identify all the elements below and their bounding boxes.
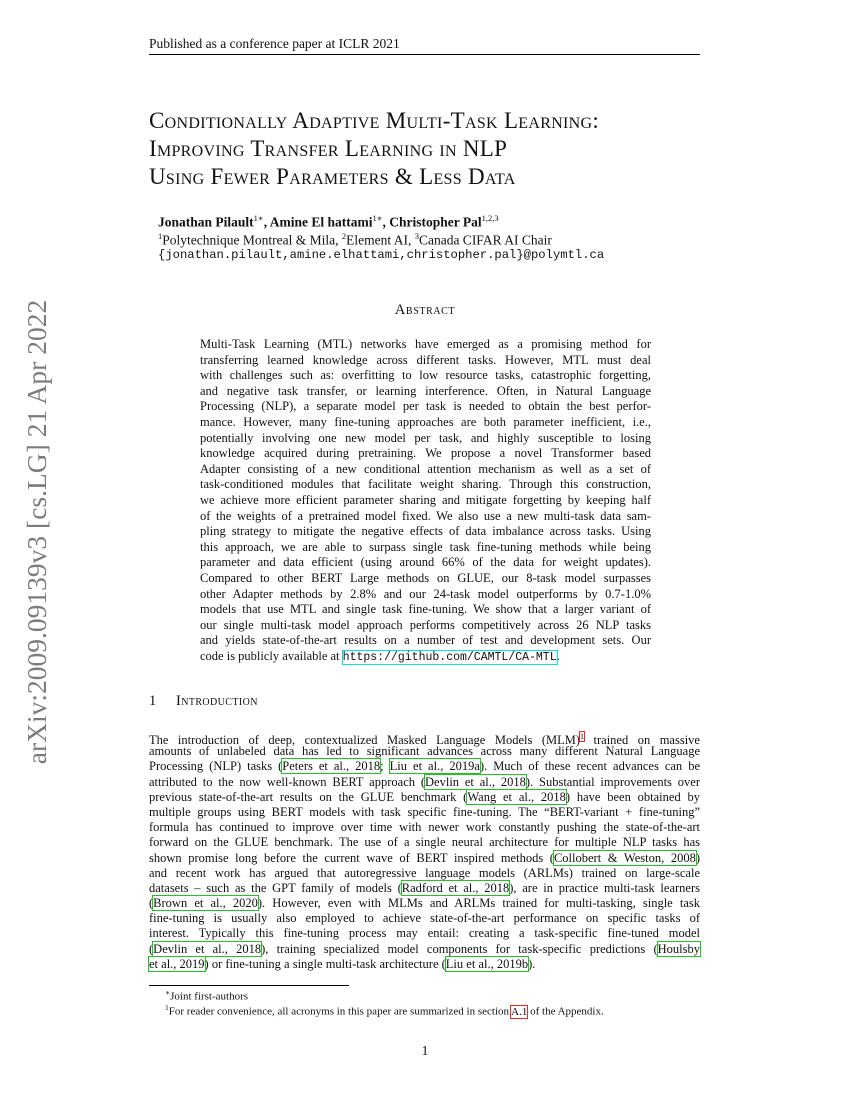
introduction-body	[149, 729, 700, 972]
abstract-line	[200, 649, 651, 665]
intro-text: ). However, even with MLMs and ARLMs trained for multi-tasking, single task	[257, 896, 700, 911]
affil-text: Polytechnique Montreal & Mila,	[162, 232, 342, 248]
section-title: Introduction	[176, 693, 258, 709]
footnote-text: Joint first-authors	[170, 990, 249, 1003]
paper-title-line-3: Using Fewer Parameters & Less Data	[149, 164, 516, 189]
abstract-text: .	[556, 648, 560, 663]
intro-line	[149, 957, 700, 972]
intro-line	[149, 729, 700, 748]
abstract-heading: Abstract	[394, 302, 456, 318]
arxiv-identifier: arXiv:2009.09139v3 [cs.LG] 21 Apr 2022	[21, 299, 52, 765]
intro-text: ) have been obtained by	[565, 789, 700, 804]
header-rule	[149, 54, 700, 55]
abstract-line: models that use MTL and single task fine-tuning. We show that a larger variant of	[200, 602, 651, 617]
paper-title-line-1: Conditionally Adaptive Multi-Task Learning:	[149, 108, 600, 133]
intro-text: )	[695, 850, 700, 865]
abstract-line: Adapter consisting of a new conditional attention mechanism as well as a set of	[200, 461, 651, 476]
intro-text: ). Much of these recent advances can be	[479, 759, 700, 774]
abstract-line: and yields state-of-the-art results on a number of test and development sets. Our	[200, 633, 651, 648]
author-affil-mark: 1∗	[372, 213, 383, 223]
intro-line: fine-tuning is usually also employed to achieve state-of-the-art performance on specific tasks of	[149, 911, 700, 926]
author-affil-mark: 1∗	[253, 213, 264, 223]
author-affil-mark: 1,2,3	[481, 213, 499, 223]
intro-text: datasets – such as the GPT family of models (	[149, 880, 402, 895]
abstract-line: parameter and data efficient (using around 66% of the data for weight updates).	[200, 555, 651, 570]
citation-link[interactable]: Brown et al., 2020	[153, 896, 258, 911]
intro-line	[149, 881, 700, 896]
paper-title-line-2: Improving Transfer Learning in NLP	[149, 136, 508, 161]
intro-line	[149, 759, 700, 774]
author-emails: {jonathan.pilault,amine.elhattami,christopher.pal}@polymtl.ca	[158, 248, 605, 262]
citation-link[interactable]: Peters et al., 2018	[282, 759, 381, 774]
footnote-mark: 1	[165, 1003, 169, 1012]
abstract-line: transferring learned knowledge across different tasks. However, MTL must deal	[200, 352, 651, 367]
intro-text: ), training specialized model components for task-specific predictions (	[261, 941, 658, 956]
section-number: 1	[149, 693, 157, 709]
intro-line: interest. Typically this fine-tuning process may entail: creating a task-specific fine-tuned model	[149, 926, 700, 941]
affil-text: Canada CIFAR AI Chair	[418, 232, 552, 248]
abstract-line: Processing (NLP), a separate model per task is needed to obtain the best perfor-	[200, 399, 651, 414]
citation-link[interactable]: Liu et al., 2019a	[389, 759, 480, 774]
intro-text: ;	[380, 759, 390, 774]
abstract-line: Multi-Task Learning (MTL) networks have emerged as a promising method for	[200, 337, 651, 351]
page-number: 1	[421, 1043, 429, 1058]
author-name: Christopher Pal	[389, 214, 482, 230]
intro-text: The introduction of deep, contextualized Masked Language Models (MLM)	[149, 733, 581, 748]
author-separator: ,	[263, 214, 270, 230]
intro-text: ), are in practice multi-task learners	[509, 880, 700, 895]
author-name: Amine El hattami	[269, 214, 373, 230]
intro-line	[149, 775, 700, 790]
citation-link[interactable]: Radford et al., 2018	[401, 880, 510, 895]
intro-text: ) or fine-tuning a single multi-task architecture (	[204, 956, 446, 971]
intro-text: shown promise long before the current wave of BERT inspired methods (	[149, 850, 554, 865]
footnote-mark: ∗	[165, 988, 171, 997]
intro-line	[149, 790, 700, 805]
intro-text: Processing (NLP) tasks (	[149, 759, 283, 774]
intro-text: trained on massive	[584, 733, 700, 748]
abstract-line: mance. However, many fine-tuning approaches are both parameter inefficient, i.e.,	[200, 414, 651, 429]
intro-line: forward on the GLUE benchmark. The use of a single neural architecture for multiple NLP tasks has	[149, 835, 700, 850]
intro-text: (	[149, 896, 154, 911]
affiliations	[158, 231, 552, 249]
abstract-line: this approach, we are able to surpass single task fine-tuning methods while being	[200, 539, 651, 554]
footnote-acronyms	[165, 1003, 604, 1018]
affil-mark: 1	[158, 231, 163, 241]
abstract-line: potentially involving one new model per task, and highly susceptible to losing	[200, 430, 651, 445]
intro-line	[149, 896, 700, 911]
author-separator: ,	[382, 214, 390, 230]
abstract-line: our single multi-task model approach performs competitively across 26 NLP tasks	[200, 617, 651, 632]
appendix-section-link[interactable]: A.1	[511, 1005, 528, 1018]
abstract-line: Compared to other BERT Large methods on GLUE, our 8-task model surpasses	[200, 570, 651, 585]
footnote-joint-authors	[165, 988, 248, 1003]
abstract-line: task-conditioned modules that facilitate weight sharing. Through this construction,	[200, 477, 651, 492]
abstract-line: we achieve more efficient parameter sharing and mitigate forgetting by keeping half	[200, 492, 651, 507]
intro-line: and recent work has argued that autoregressive language models (ARLMs) trained on large-scale	[149, 865, 700, 880]
intro-text: previous state-of-the-art results on the GLUE benchmark (	[149, 789, 468, 804]
citation-link[interactable]: Collobert & Weston, 2008	[553, 850, 696, 865]
citation-link[interactable]: Houlsby	[657, 941, 700, 956]
abstract-line: pling strategy to mitigate the negative effects of data imbalance across tasks. Using	[200, 524, 651, 539]
code-repository-link[interactable]: https://github.com/CAMTL/CA-MTL	[342, 650, 557, 664]
affil-text: Element AI,	[346, 232, 415, 248]
abstract-line: of the weights of a pretrained model fixed. We also use a new multi-task data sam-	[200, 508, 651, 523]
intro-line: amounts of unlabeled data has led to significant advances across many different Natural Language	[149, 744, 700, 759]
abstract-line: and negative task transfer, or learning interference. Often, in Natural Language	[200, 383, 651, 398]
intro-text: ).	[528, 956, 536, 971]
intro-line	[149, 851, 700, 866]
running-header: Published as a conference paper at ICLR 2021	[149, 36, 400, 51]
footnote-rule	[149, 985, 349, 986]
citation-link[interactable]: Liu et al., 2019b	[445, 956, 529, 971]
affil-mark: 2	[341, 231, 347, 241]
abstract-text: code is publicly available at	[200, 648, 343, 663]
citation-link[interactable]: Devlin et al., 2018	[425, 774, 526, 789]
abstract-line: other Adapter methods by 2.8% and our 24-task model outperforms by 0.7-1.0%	[200, 586, 651, 601]
footnote-ref[interactable]: 1	[580, 732, 585, 741]
intro-text: attributed to the now well-known BERT approach (	[149, 774, 426, 789]
intro-line: formula has continued to improve over time with newer work constantly pushing the state-of-the-art	[149, 820, 700, 835]
author-list	[158, 213, 499, 231]
affil-mark: 3	[414, 231, 419, 241]
citation-link[interactable]: Devlin et al., 2018	[153, 941, 262, 956]
intro-text: (	[149, 941, 154, 956]
author-name: Jonathan Pilault	[158, 214, 254, 230]
footnote-text: For reader convenience, all acronyms in this paper are summarized in section	[168, 1005, 512, 1018]
citation-link[interactable]: et al., 2019	[149, 956, 205, 971]
abstract-body	[200, 337, 651, 664]
citation-link[interactable]: Wang et al., 2018	[467, 789, 566, 804]
abstract-line: with challenges such as: overfitting to low resource tasks, catastrophic forgetting,	[200, 368, 651, 383]
intro-line	[149, 942, 700, 957]
intro-line: multiple groups using BERT models with task specific fine-tuning. The “BERT-variant + fine-tuning”	[149, 804, 700, 819]
footnote-text: of the Appendix.	[527, 1005, 604, 1018]
abstract-line: knowledge acquired during pretraining. We propose a novel Transformer based	[200, 446, 651, 461]
intro-text: ). Substantial improvements over	[525, 774, 700, 789]
